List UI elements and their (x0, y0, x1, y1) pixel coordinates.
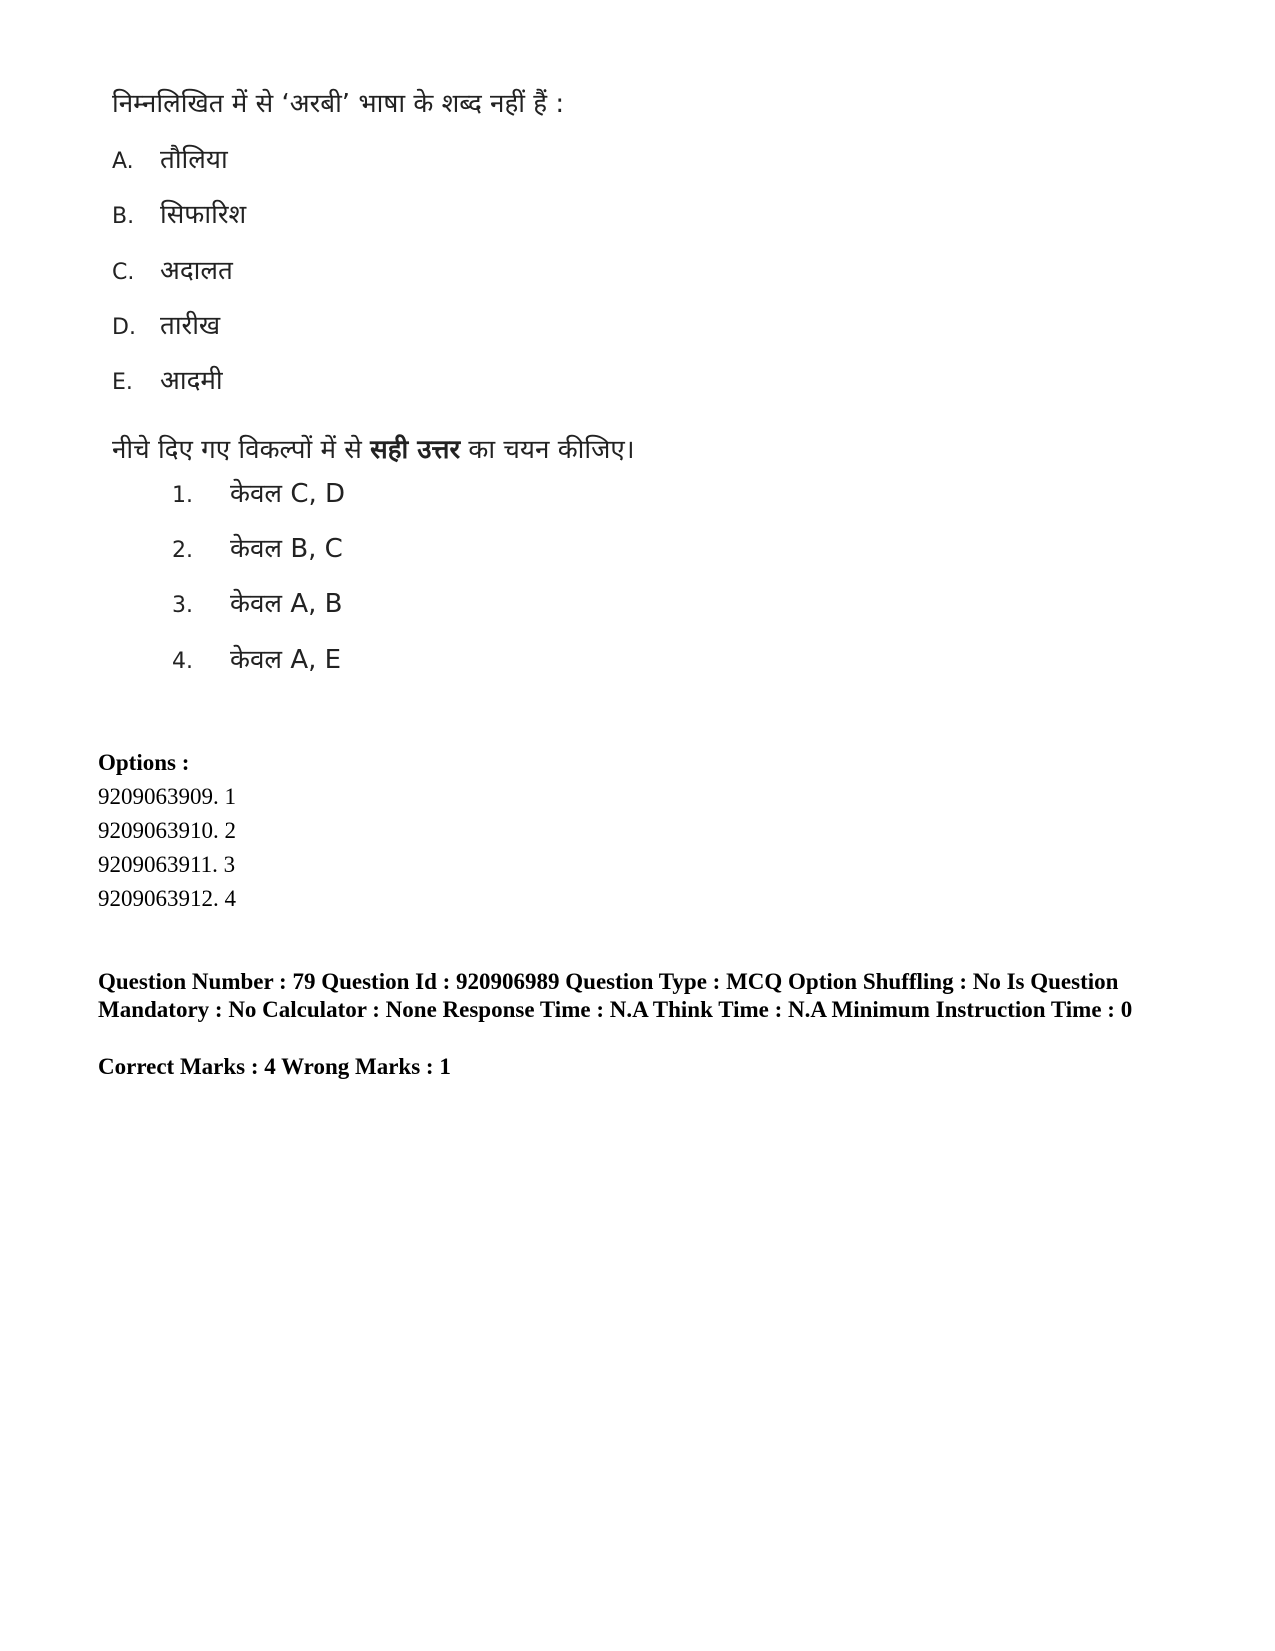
choice-text: केवल C, D (230, 479, 346, 509)
option-item: 9209063911. 3 (98, 852, 236, 877)
choice-number: 3. (172, 593, 193, 618)
marks-info: Correct Marks : 4 Wrong Marks : 1 (98, 1054, 451, 1079)
answer-instruction (112, 430, 635, 466)
instruction-text: नीचे दिए गए विकल्पों में से (112, 435, 371, 465)
statement-b (112, 195, 246, 231)
statement-letter: E. (112, 370, 133, 395)
option-item: 9209063912. 4 (98, 886, 236, 911)
choice-text: केवल A, E (230, 645, 342, 675)
choice-4 (172, 640, 341, 676)
option-item: 9209063910. 2 (98, 818, 236, 843)
statement-text: तौलिया (160, 145, 228, 175)
statement-text: आदमी (160, 366, 223, 396)
statement-text: अदालत (160, 256, 233, 286)
options-heading: Options : (98, 750, 190, 775)
choice-number: 2. (172, 538, 193, 563)
question-stem: निम्नलिखित में से ‘अरबी’ भाषा के शब्द नहीं हैं : (112, 89, 565, 119)
statement-text: तारीख (160, 311, 221, 341)
statement-a (112, 140, 228, 176)
statement-letter: B. (112, 204, 135, 229)
statement-e (112, 361, 223, 397)
option-item: 9209063909. 1 (98, 784, 236, 809)
choice-2 (172, 529, 343, 565)
statement-d (112, 306, 220, 342)
statement-letter: A. (112, 149, 134, 174)
choice-number: 4. (172, 649, 193, 674)
statement-text: सिफारिश (160, 200, 247, 230)
choice-3 (172, 584, 342, 620)
choice-number: 1. (172, 483, 193, 508)
statement-letter: C. (112, 260, 135, 285)
statement-letter: D. (112, 315, 136, 340)
instruction-text-end: का चयन कीजिए। (460, 435, 635, 465)
choice-text: केवल A, B (230, 589, 343, 619)
instruction-emphasis: सही उत्तर (370, 435, 461, 465)
statement-c (112, 251, 233, 287)
choice-1 (172, 474, 345, 510)
question-info: Question Number : 79 Question Id : 920906989 Question Type : MCQ Option Shuffling : No Is Question Mandatory : No Calculator : None Response Time : N.A Think Time : N.A Minimum Instruction Time : 0 (98, 969, 1133, 1022)
choice-text: केवल B, C (230, 534, 343, 564)
